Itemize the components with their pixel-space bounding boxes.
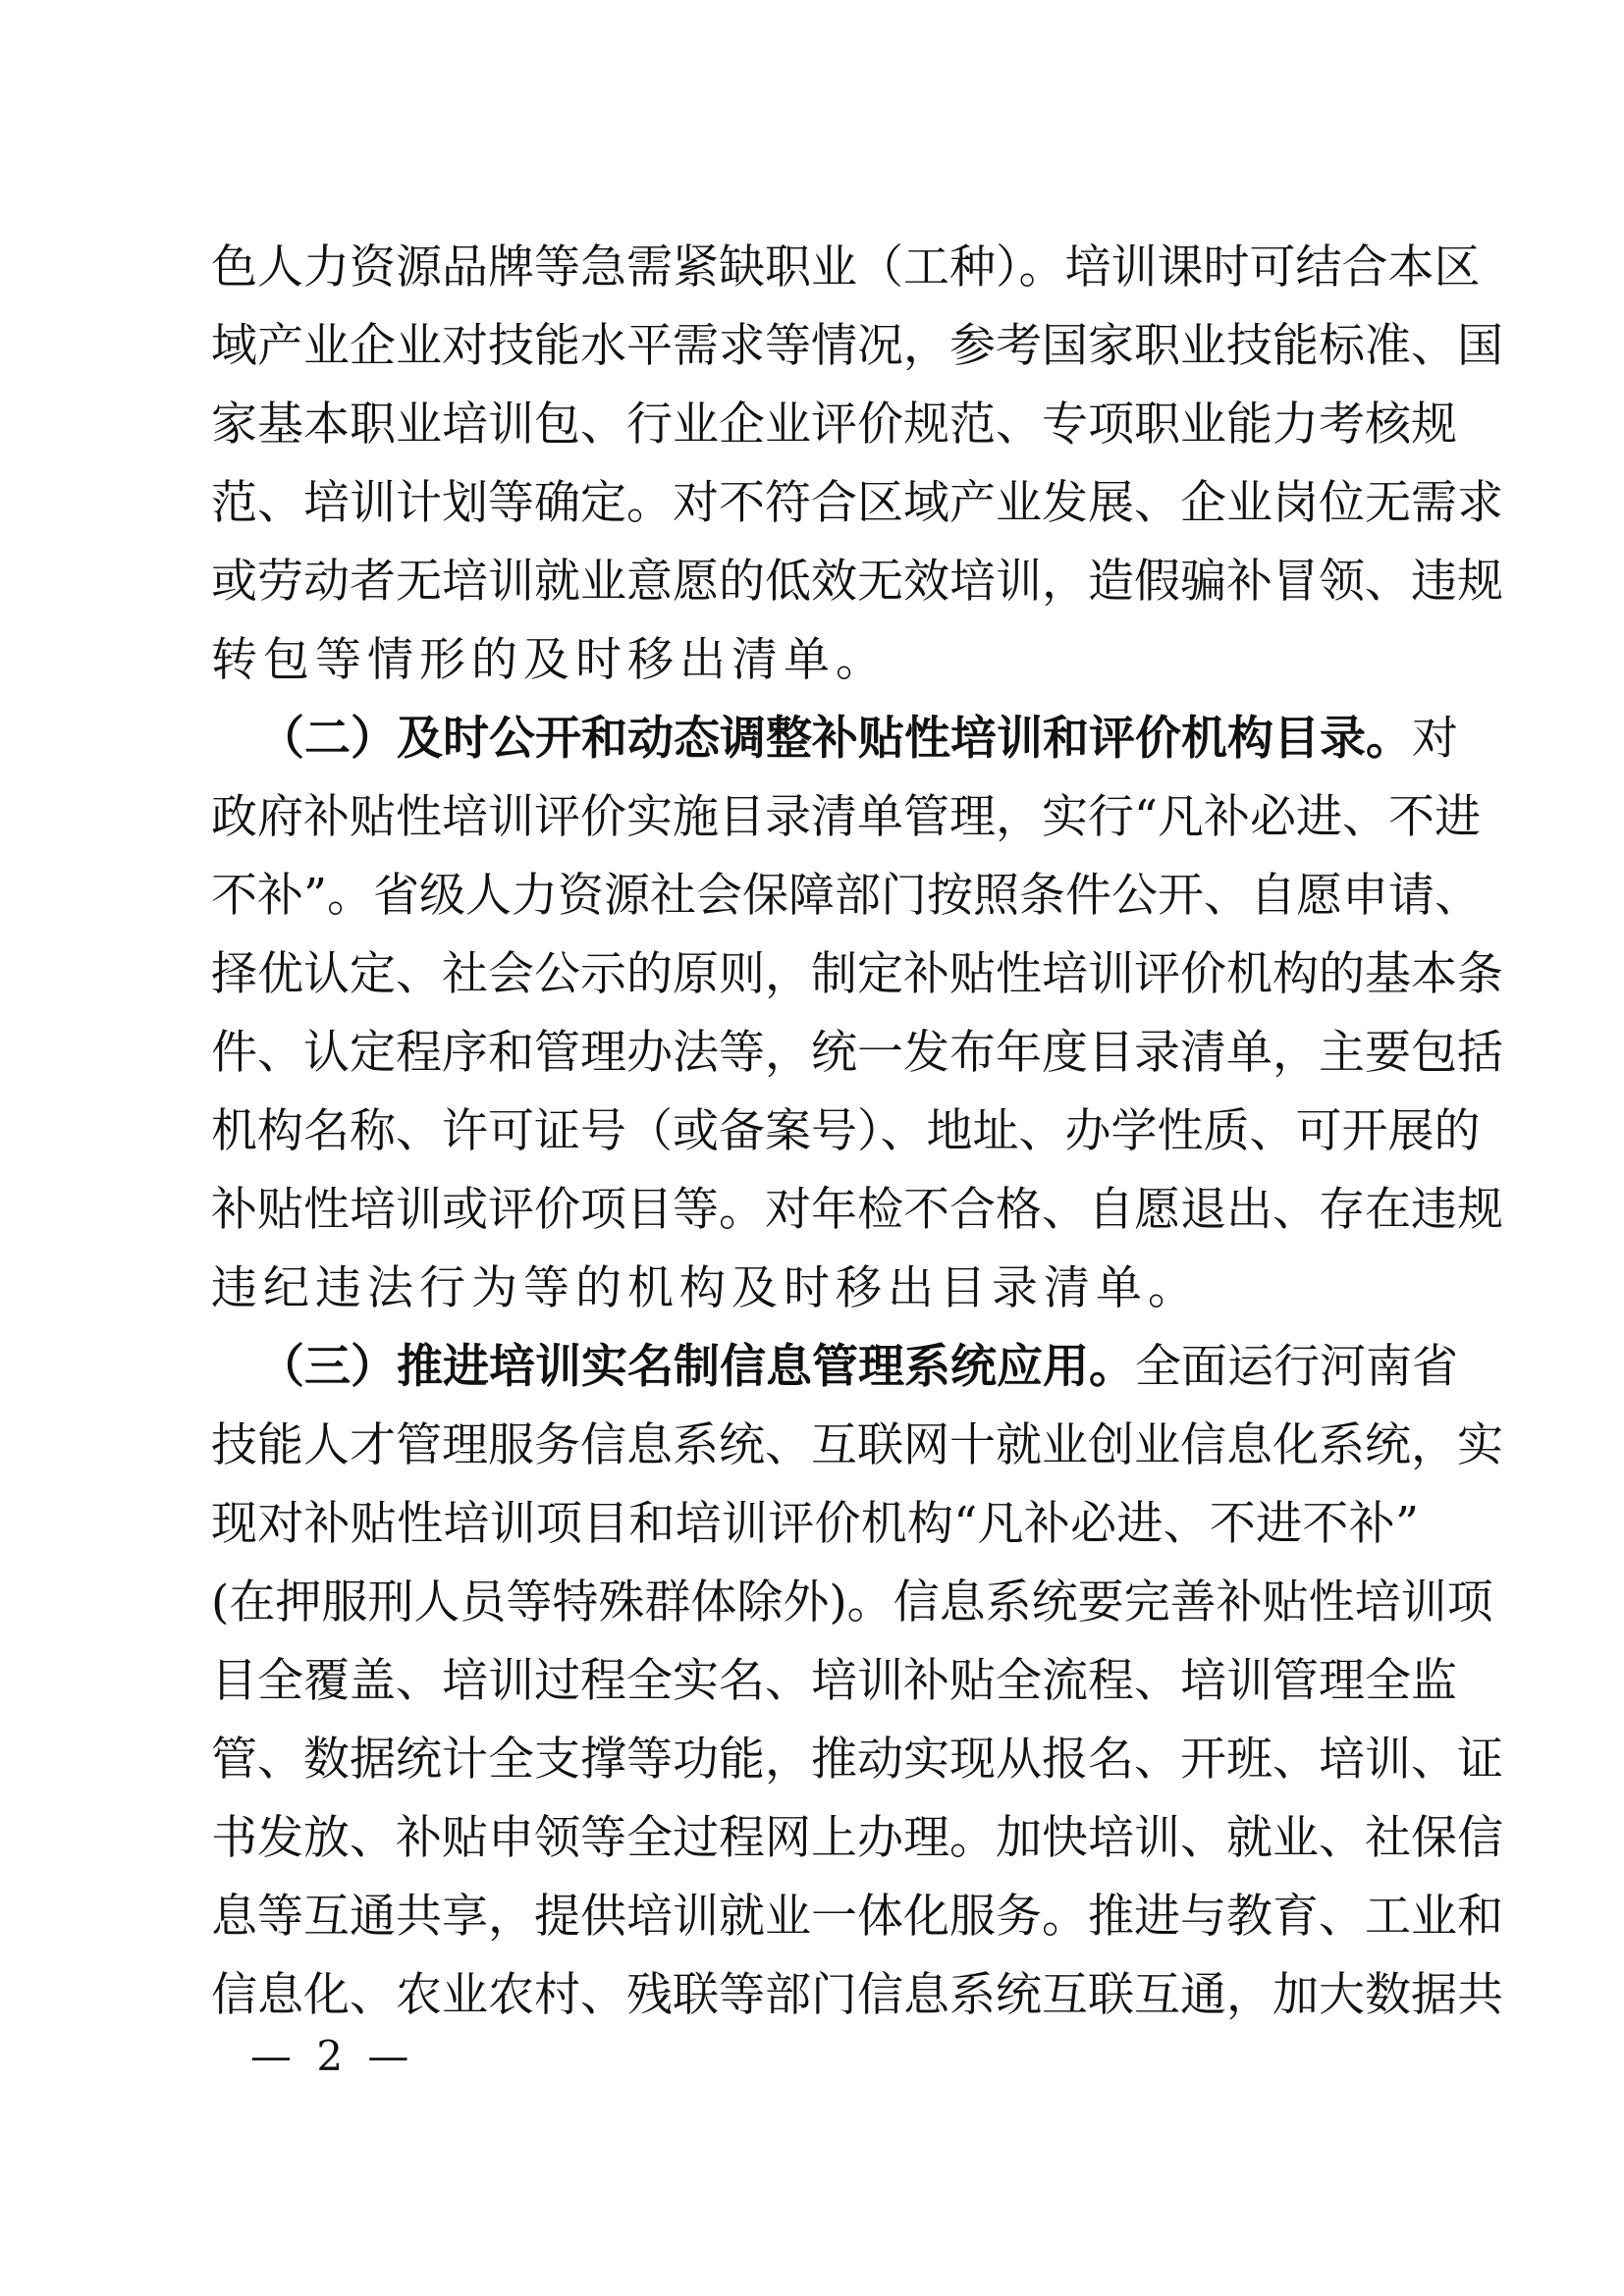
text-line: 色人力资源品牌等急需紧缺职业（工种）。培训课时可结合本区 xyxy=(211,240,1481,294)
text-line: 政府补贴性培训评价实施目录清单管理，实行“凡补必进、不进 xyxy=(211,790,1482,844)
section-heading: （二）及时公开和动态调整补贴性培训和评价机构目录。 xyxy=(258,712,1412,766)
text-line: 息等互通共享，提供培训就业一体化服务。推进与教育、工业和 xyxy=(211,1890,1503,1944)
text-line: 家基本职业培训包、行业企业评价规范、专项职业能力考核规 xyxy=(211,398,1457,452)
page-number: — 2 — xyxy=(250,2032,415,2080)
text-line: 转包等情形的及时移出清单。 xyxy=(211,633,888,687)
text-line: 信息化、农业农村、残联等部门信息系统互联互通，加大数据共 xyxy=(211,1968,1503,2022)
text-line: 件、认定程序和管理办法等，统一发布年度目录清单，主要包括 xyxy=(211,1026,1503,1080)
text-line: 机构名称、许可证号（或备案号）、地址、办学性质、可开展的 xyxy=(211,1104,1481,1158)
paragraph-first-line xyxy=(258,1328,1458,1407)
text-line: 目全覆盖、培训过程全实名、培训补贴全流程、培训管理全监 xyxy=(211,1654,1457,1708)
paragraph-first-line xyxy=(258,700,1458,778)
text-line: 补贴性培训或评价项目等。对年检不合格、自愿退出、存在违规 xyxy=(211,1183,1503,1237)
text-line: 不补”。省级人力资源社会保障部门按照条件公开、自愿申请、 xyxy=(211,869,1482,923)
text-line: 违纪违法行为等的机构及时移出目录清单。 xyxy=(211,1261,1200,1315)
text-line: 管、数据统计全支撑等功能，推动实现从报名、开班、培训、证 xyxy=(211,1733,1503,1787)
text-line: 书发放、补贴申领等全过程网上办理。加快培训、就业、社保信 xyxy=(211,1811,1503,1865)
text-line: (在押服刑人员等特殊群体除外)。信息系统要完善补贴性培训项 xyxy=(211,1575,1493,1629)
text-line: 或劳动者无培训就业意愿的低效无效培训，造假骗补冒领、违规 xyxy=(211,555,1503,609)
text-line: 域产业企业对技能水平需求等情况，参考国家职业技能标准、国 xyxy=(211,319,1503,373)
text-line: 范、培训计划等确定。对不符合区域产业发展、企业岗位无需求 xyxy=(211,476,1503,530)
text-line: 技能人才管理服务信息系统、互联网十就业创业信息化系统，实 xyxy=(211,1418,1503,1472)
text-span: 对 xyxy=(1412,712,1458,766)
text-span: 全面运行河南省 xyxy=(1135,1340,1458,1394)
text-line: 择优认定、社会公示的原则，制定补贴性培训评价机构的基本条 xyxy=(211,947,1503,1001)
text-line: 现对补贴性培训项目和培训评价机构“凡补必进、不进不补” xyxy=(211,1497,1419,1551)
section-heading: （三）推进培训实名制信息管理系统应用。 xyxy=(258,1340,1135,1394)
